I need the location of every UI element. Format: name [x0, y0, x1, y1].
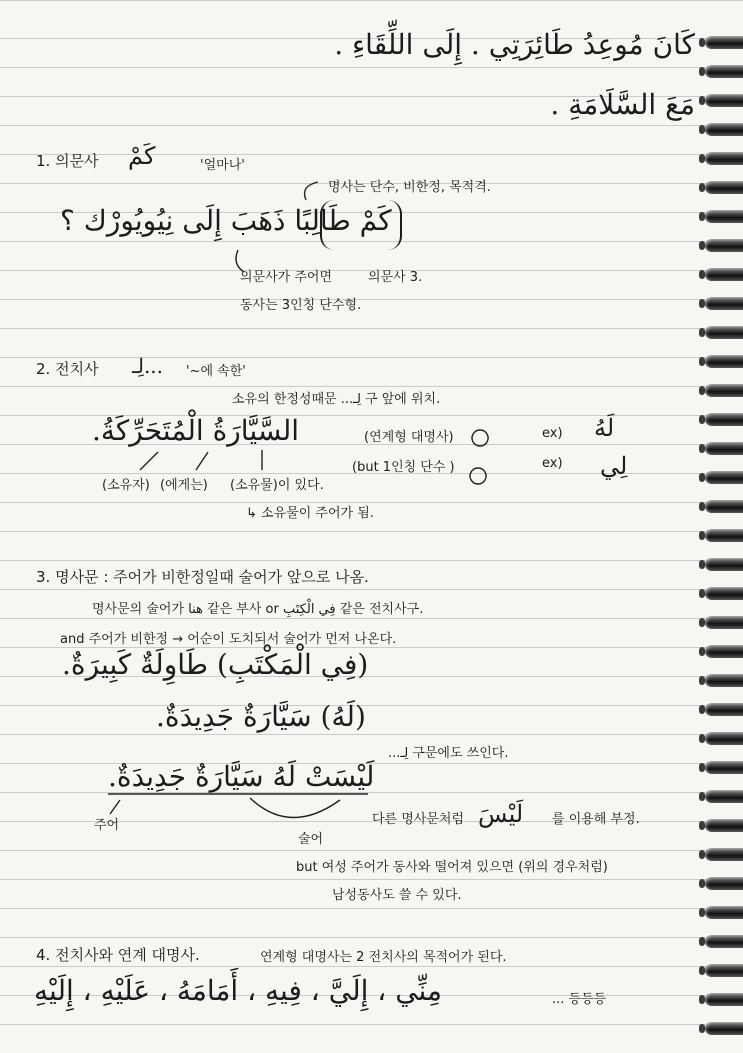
- section3-note-mid: ...لِـ 구문에도 쓰인다.: [388, 746, 509, 761]
- section1-gloss: '얼마나': [200, 158, 245, 173]
- section1-note-bottom: 동사는 3인칭 단수형.: [240, 298, 362, 313]
- section2-arrow-label-3: (소유물)이 있다.: [230, 478, 324, 493]
- section2-sentence: السَّيَّارَةُ الْمُتَحَرِّكَةُ.: [92, 414, 300, 447]
- section3-laysa: لَيْسَ: [478, 800, 524, 828]
- section3-note-right-a: 다른 명사문처럼: [372, 812, 465, 827]
- arrow-subject: [110, 800, 120, 814]
- header-arabic-line-1: كَانَ مُوعِدُ طَائِرَتِي . إِلَى اللِّقَاءِ .: [334, 28, 695, 61]
- arrow-note-top: [305, 182, 319, 200]
- section3-subject-label: 주어: [94, 818, 120, 833]
- section3-line1: 명사문의 술어가 هنا 같은 부사 or فِي الْكِتَبِ 같은 전치사구.: [92, 602, 424, 617]
- section1-note-left: 의문사가 주어면: [240, 270, 333, 285]
- circle-ya: [470, 468, 486, 484]
- section4-etc: ... 등등등: [552, 992, 607, 1007]
- section3-predicate-label: 술어: [298, 832, 324, 847]
- section1-sentence: كَمْ طَالِبًا ذَهَبَ إِلَى نِيُويُورْك ؟: [60, 204, 392, 237]
- section3-note-right-b: 를 이용해 부정.: [552, 812, 640, 827]
- section2-heading: 2. 전치사: [36, 360, 99, 378]
- section2-ex-label-1: (연계형 대명사): [364, 430, 454, 445]
- section2-arrow-label-2: (에게는): [160, 478, 208, 493]
- section1-heading: 1. 의문사: [36, 152, 99, 170]
- circle-ha: [472, 430, 488, 446]
- section4-note: 연계형 대명사는 2 전치사의 목적어가 된다.: [260, 950, 507, 965]
- section3-example3: لَيْسَتْ لَهُ سَيَّارَةٌ جَدِيدَةٌ.: [108, 760, 375, 793]
- section2-gloss: '~에 속한': [186, 364, 246, 379]
- section3-example2: (لَهُ) سَيَّارَةٌ جَدِيدَةٌ.: [156, 700, 366, 733]
- section3-note-but2: 남성동사도 쓸 수 있다.: [332, 888, 462, 903]
- section2-ex-marker-2: ex): [542, 456, 563, 471]
- arrow-to: [196, 452, 208, 470]
- arrow-owner: [140, 452, 158, 470]
- section2-arabic-marker: ...لِـ: [132, 354, 164, 378]
- section4-heading: 4. 전치사와 연계 대명사.: [36, 946, 200, 964]
- section2-note-bottom: ↳ 소유물이 주어가 됨.: [246, 506, 374, 521]
- section1-note-right: 의문사 3.: [368, 270, 423, 285]
- section3-example1: (فِي الْمَكْتَبِ) طَاوِلَةٌ كَبِيرَةٌ.: [62, 648, 369, 681]
- section1-note-top: 명사는 단수, 비한정, 목적격.: [328, 180, 491, 195]
- section2-ex-label-2: (but 1인칭 단수 ): [352, 460, 455, 475]
- section2-note1: 소유의 한정성때문 ...لِـ 구 앞에 위치.: [232, 392, 441, 407]
- section2-arrow-label-1: (소유자): [102, 478, 150, 493]
- section2-ex-word-1: لَهُ: [594, 414, 615, 442]
- section1-arabic-word: كَمْ: [128, 142, 156, 170]
- header-arabic-line-2: مَعَ السَّلَامَةِ .: [550, 88, 695, 121]
- arrow-note-left: [236, 250, 244, 272]
- section3-heading: 3. 명사문 : 주어가 비한정일때 술어가 앞으로 나옴.: [36, 568, 369, 586]
- section2-ex-marker-1: ex): [542, 426, 563, 441]
- bracket-predicate: [250, 798, 340, 818]
- section3-line2: and 주어가 비한정 → 어순이 도치되서 술어가 먼저 나온다.: [60, 632, 397, 647]
- section3-note-but: but 여성 주어가 동사와 떨어져 있으면 (위의 경우처럼): [296, 860, 608, 875]
- section2-ex-word-2: لِي: [600, 452, 628, 480]
- section4-arabic-list: مِنِّي ، إِلَيَّ ، فِيهِ ، أَمَامَهُ ، عَلَيْهِ ، إِلَيْهِ: [34, 974, 442, 1007]
